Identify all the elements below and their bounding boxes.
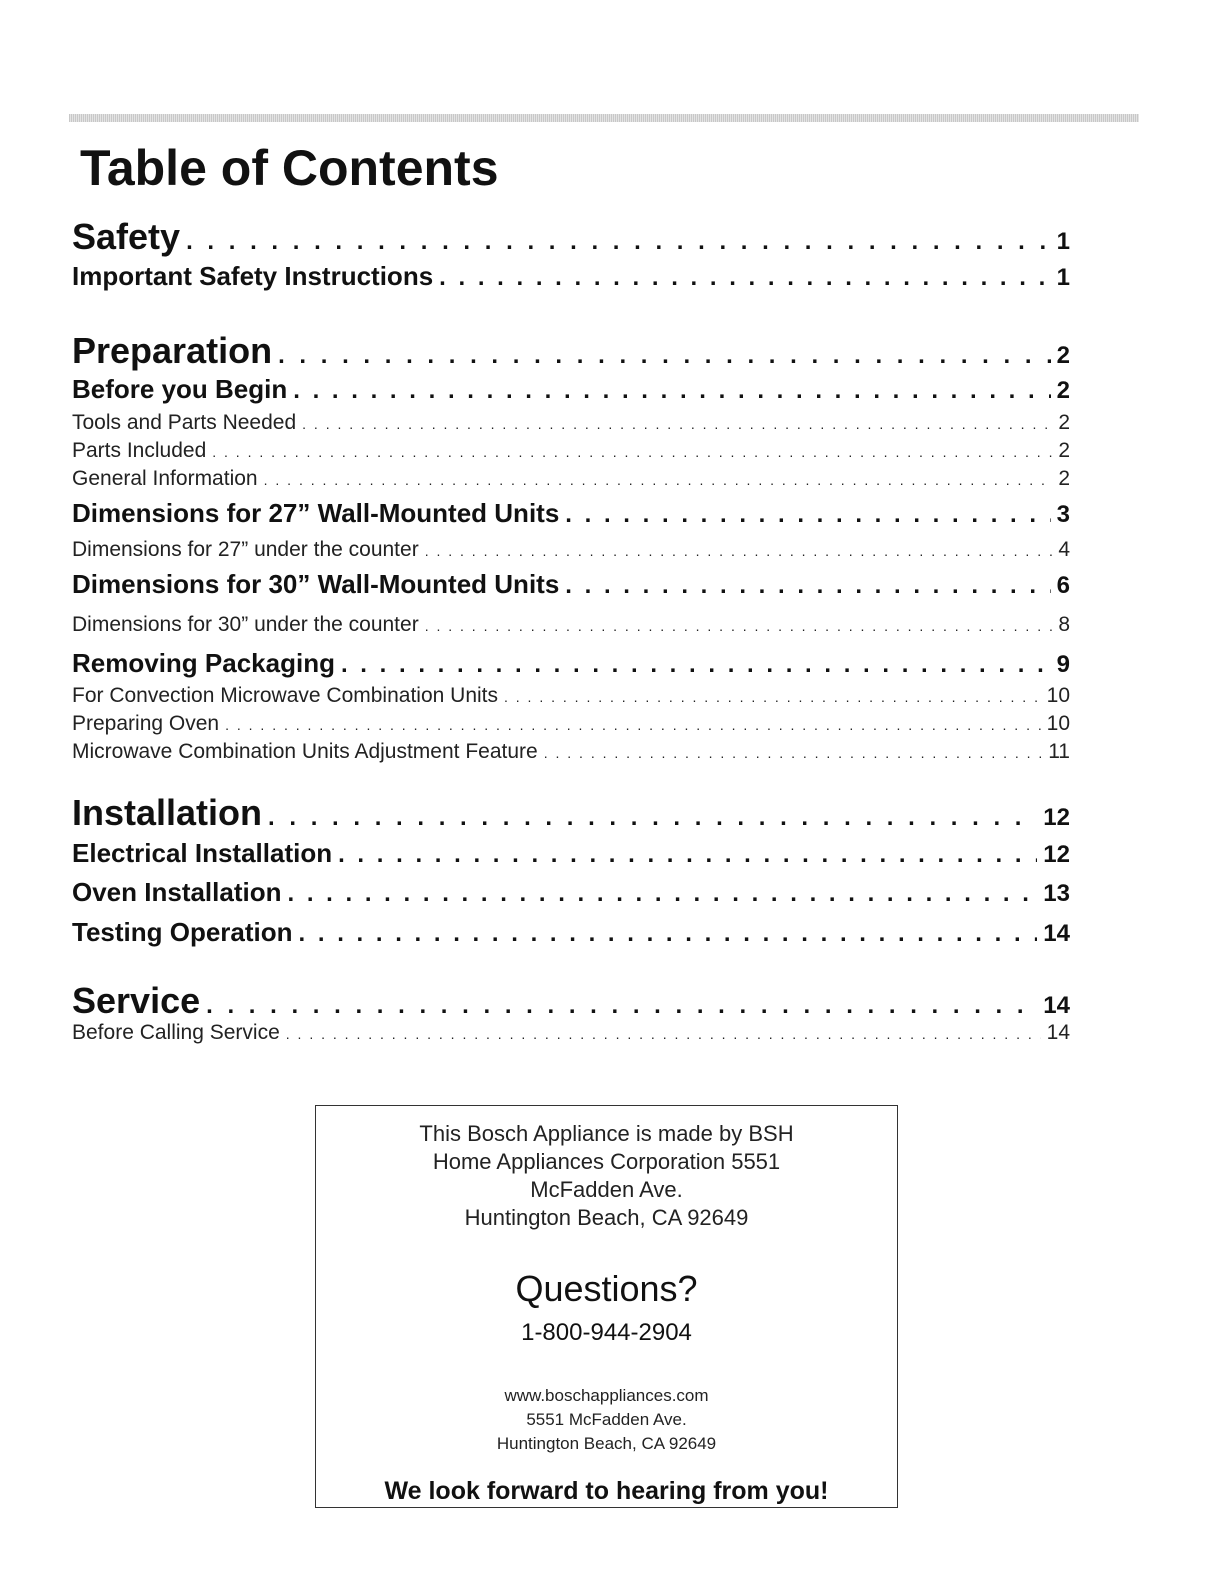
toc-entry-page: 1 xyxy=(1056,228,1070,255)
closing-message: We look forward to hearing from you! xyxy=(384,1477,829,1505)
dot-leader xyxy=(302,416,1052,432)
toc-entry-page: 2 xyxy=(1058,439,1070,462)
toc-entry[interactable] xyxy=(72,838,1070,870)
toc-entry[interactable] xyxy=(72,439,1070,465)
toc-entry-page: 8 xyxy=(1058,613,1070,636)
dot-leader xyxy=(565,572,1050,600)
toc-entry-page: 2 xyxy=(1058,411,1070,434)
toc-entry-label: Removing Packaging xyxy=(72,648,335,678)
dot-leader xyxy=(341,651,1051,679)
dot-leader xyxy=(565,501,1050,529)
dot-leader xyxy=(212,444,1052,460)
toc-entry[interactable] xyxy=(72,684,1070,710)
dot-leader xyxy=(504,689,1041,705)
dot-leader xyxy=(186,228,1051,256)
toc-entry-page: 10 xyxy=(1046,712,1070,735)
dot-leader xyxy=(288,880,1038,908)
toc-entry[interactable] xyxy=(72,613,1070,639)
toc-entry-page: 2 xyxy=(1058,467,1070,490)
toc-entry[interactable] xyxy=(72,648,1070,680)
toc-entry-label: Dimensions for 27” Wall-Mounted Units xyxy=(72,498,560,528)
toc-entry-label: Installation xyxy=(72,792,263,833)
top-divider xyxy=(69,114,1139,122)
toc-entry-label: Before Calling Service xyxy=(72,1021,280,1044)
dot-leader xyxy=(293,377,1050,405)
toc-entry-label: For Convection Microwave Combination Units xyxy=(72,684,498,707)
toc-entry-label: Before you Begin xyxy=(72,374,288,404)
manufacturer-line: This Bosch Appliance is made by BSH xyxy=(419,1121,794,1146)
toc-entry-page: 3 xyxy=(1056,501,1070,528)
toc-entry-page: 14 xyxy=(1043,992,1070,1019)
website-link[interactable]: www.boschappliances.com xyxy=(504,1386,709,1405)
toc-entry[interactable] xyxy=(72,1021,1070,1047)
toc-entry[interactable] xyxy=(72,740,1070,766)
toc-entry-page: 14 xyxy=(1043,920,1070,947)
dot-leader xyxy=(206,992,1037,1020)
contact-info-box xyxy=(315,1105,898,1508)
toc-entry-label: Preparation xyxy=(72,330,273,371)
dot-leader xyxy=(299,920,1038,948)
dot-leader xyxy=(425,618,1053,634)
toc-entry-label: General Information xyxy=(72,467,258,490)
toc-entry[interactable] xyxy=(72,712,1070,738)
manufacturer-address xyxy=(316,1120,897,1232)
toc-entry[interactable] xyxy=(72,877,1070,909)
toc-entry-label: Service xyxy=(72,980,201,1021)
toc-entry[interactable] xyxy=(72,330,1070,374)
street-address: 5551 McFadden Ave. xyxy=(526,1410,687,1429)
dot-leader xyxy=(544,745,1042,761)
toc-entry-label: Electrical Installation xyxy=(72,838,333,868)
toc-entry-page: 11 xyxy=(1048,740,1070,763)
dot-leader xyxy=(286,1026,1041,1042)
toc-entry[interactable] xyxy=(72,917,1070,949)
manufacturer-line: Huntington Beach, CA 92649 xyxy=(464,1205,749,1230)
city-address: Huntington Beach, CA 92649 xyxy=(496,1434,717,1453)
phone-number[interactable]: 1-800-944-2904 xyxy=(521,1319,692,1346)
toc-entry-label: Safety xyxy=(72,216,181,257)
toc-entry-label: Important Safety Instructions xyxy=(72,261,434,291)
dot-leader xyxy=(264,472,1053,488)
manufacturer-line: Home Appliances Corporation 5551 xyxy=(432,1149,781,1174)
page-title: Table of Contents xyxy=(80,140,499,196)
toc-entry[interactable] xyxy=(72,792,1070,836)
toc-entry-page: 1 xyxy=(1056,264,1070,291)
toc-entry-label: Testing Operation xyxy=(72,917,293,947)
toc-entry[interactable] xyxy=(72,498,1070,530)
toc-entry-page: 13 xyxy=(1043,880,1070,907)
dot-leader xyxy=(439,264,1050,292)
toc-entry-label: Dimensions for 30” Wall-Mounted Units xyxy=(72,569,560,599)
toc-entry-page: 12 xyxy=(1043,804,1070,831)
toc-entry-page: 2 xyxy=(1056,342,1070,369)
contact-details xyxy=(316,1384,897,1456)
toc-entry[interactable] xyxy=(72,538,1070,564)
toc-entry[interactable] xyxy=(72,467,1070,493)
toc-entry-page: 12 xyxy=(1043,841,1070,868)
dot-leader xyxy=(278,342,1051,370)
dot-leader xyxy=(225,717,1041,733)
dot-leader xyxy=(268,804,1037,832)
toc-entry[interactable] xyxy=(72,980,1070,1024)
toc-entry-label: Tools and Parts Needed xyxy=(72,411,297,434)
questions-heading: Questions? xyxy=(515,1268,698,1309)
toc-entry-label: Dimensions for 30” under the counter xyxy=(72,613,419,636)
toc-entry[interactable] xyxy=(72,261,1070,293)
toc-entry-label: Parts Included xyxy=(72,439,207,462)
toc-entry-label: Oven Installation xyxy=(72,877,282,907)
toc-entry-page: 14 xyxy=(1046,1021,1070,1044)
manufacturer-line: McFadden Ave. xyxy=(530,1177,683,1202)
dot-leader xyxy=(338,841,1037,869)
toc-entry-page: 6 xyxy=(1056,572,1070,599)
toc-entry-label: Microwave Combination Units Adjustment Feature xyxy=(72,740,538,763)
toc-entry-page: 2 xyxy=(1056,377,1070,404)
toc-entry-label: Dimensions for 27” under the counter xyxy=(72,538,419,561)
toc-entry[interactable] xyxy=(72,569,1070,601)
toc-entry-page: 9 xyxy=(1056,651,1070,678)
toc-entry-page: 10 xyxy=(1046,684,1070,707)
toc-entry[interactable] xyxy=(72,411,1070,437)
toc-entry-page: 4 xyxy=(1058,538,1070,561)
toc-entry-label: Preparing Oven xyxy=(72,712,220,735)
toc-entry[interactable] xyxy=(72,374,1070,406)
dot-leader xyxy=(425,543,1053,559)
toc-entry[interactable] xyxy=(72,216,1070,260)
